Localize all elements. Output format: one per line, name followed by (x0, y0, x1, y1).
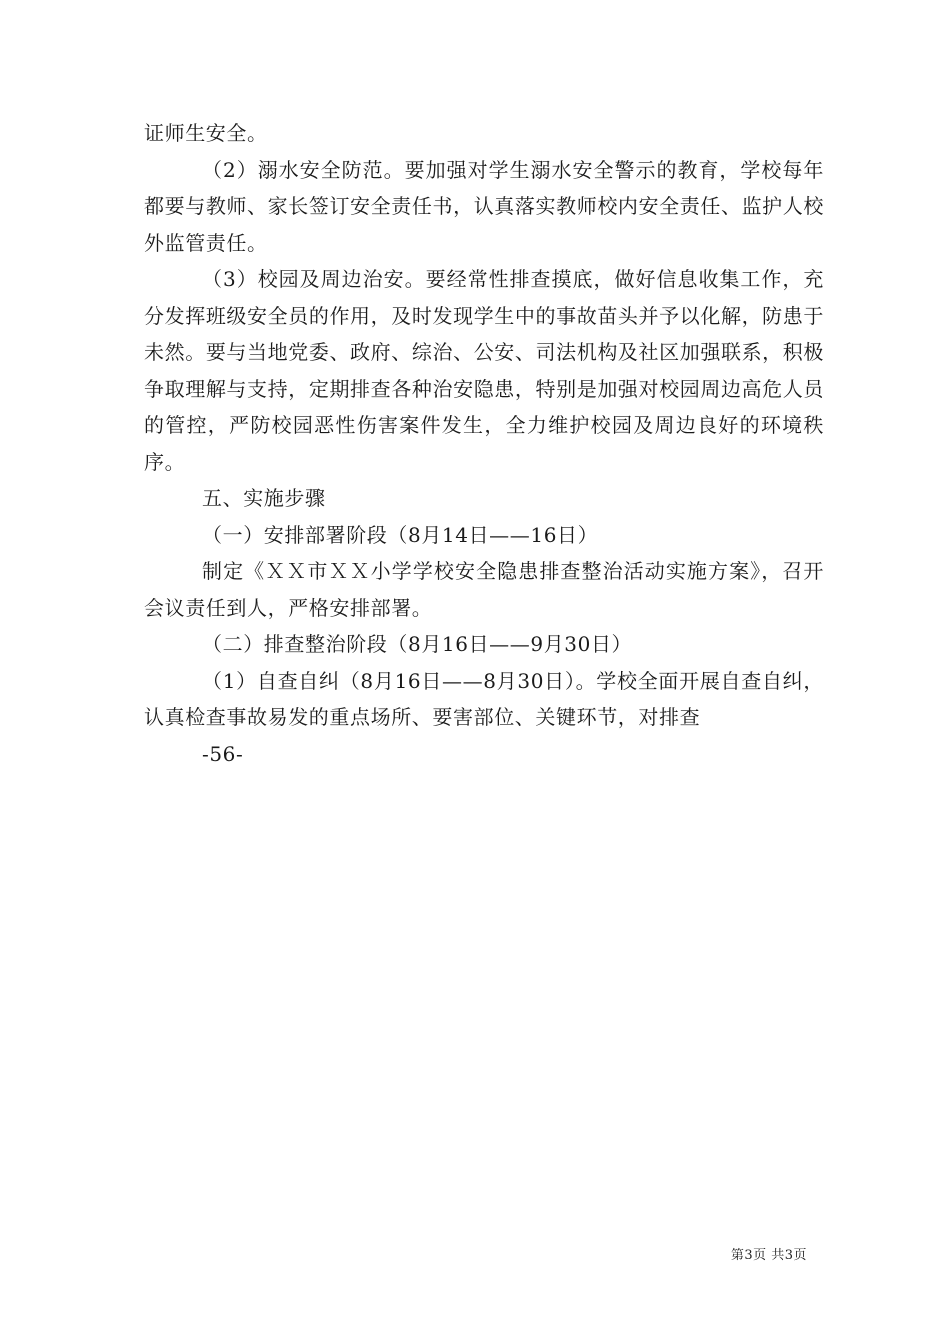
document-body (144, 115, 824, 772)
section-heading-implementation-steps: 五、实施步骤 (202, 486, 326, 510)
page-footer: 第3页 共3页 (730, 1248, 807, 1263)
paragraph-drowning-safety: （2）溺水安全防范。要加强对学生溺水安全警示的教育，学校每年都要与教师、家长签订安全责任书，认真落实教师校内安全责任、监护人校外监管责任。 (144, 157, 824, 255)
paragraph-campus-security: （3）校园及周边治安。要经常性排查摸底，做好信息收集工作，充分发挥班级安全员的作用，及时发现学生中的事故苗头并予以化解，防患于未然。要与当地党委、政府、综治、公安、司法机构及社区加强联系，积极争取理解与支持，定期排查各种治安隐患，特别是加强对校园周边高危人员的管控，严防校园恶性伤害案件发生，全力维护校园及周边良好的环境秩序。 (144, 267, 824, 474)
subheading-deployment-stage: （一）安排部署阶段（8月14日——16日） (202, 522, 599, 547)
subheading-inspection-stage: （二）排查整治阶段（8月16日——9月30日） (202, 632, 633, 656)
paragraph-self-inspection: （1）自查自纠（8月16日——8月30日）。学校全面开展自查自纠，认真检查事故易发的重点场所、要害部位、关键环节，对排查 (144, 668, 824, 729)
paragraph-plan-formulation: 制定《ＸＸ市ＸＸ小学学校安全隐患排查整治活动实施方案》，召开会议责任到人，严格安排部署。 (144, 559, 824, 620)
paragraph-continuation: 证师生安全。 (144, 121, 268, 145)
inline-page-number: -56- (202, 741, 244, 766)
